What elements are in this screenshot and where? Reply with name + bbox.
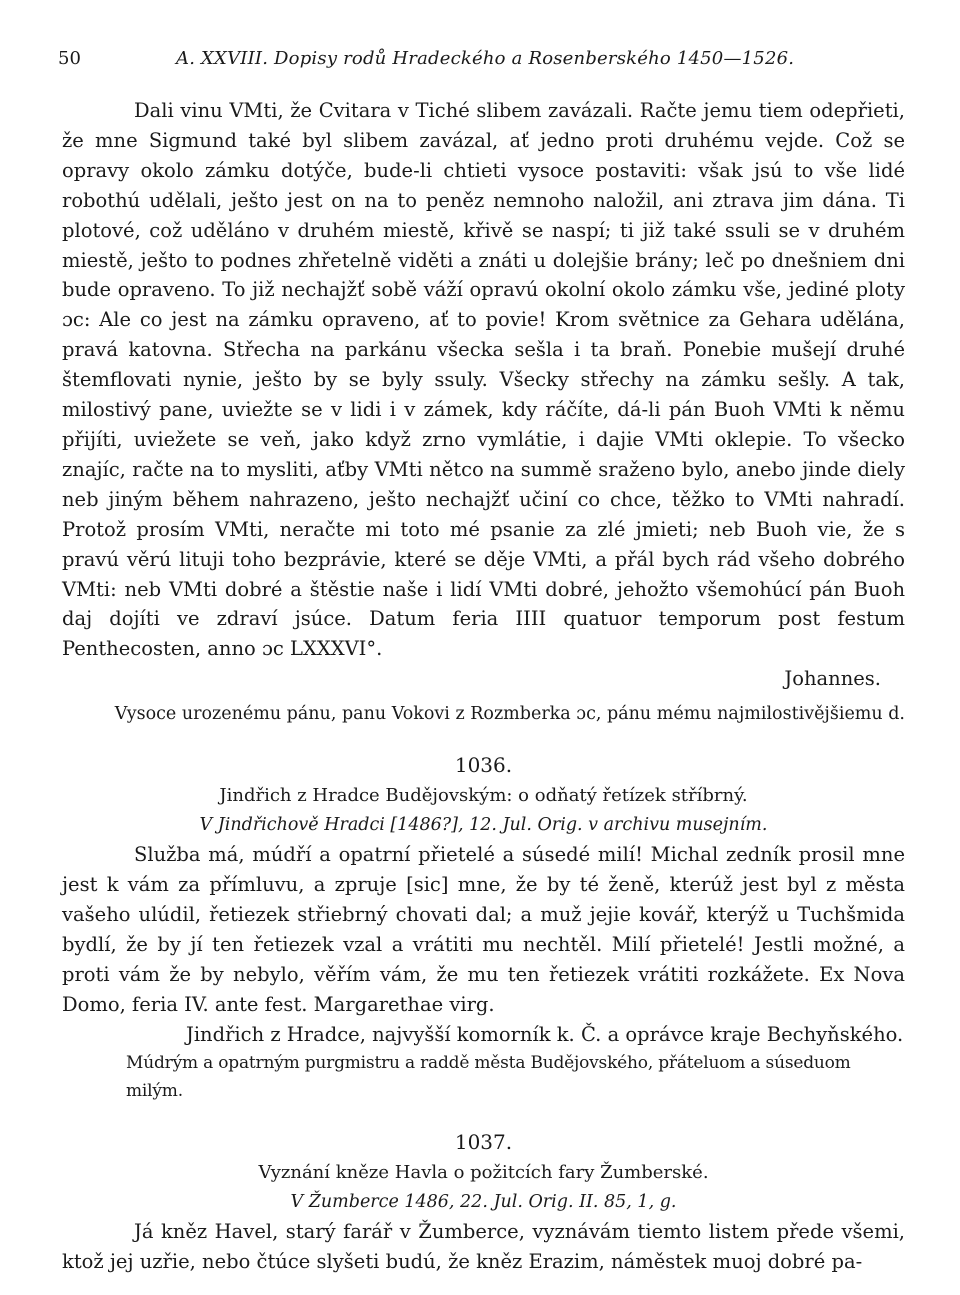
- letter-1036-source: V Jindřichově Hradci [1486?], 12. Jul. Orig. v archivu musejním.: [199, 815, 768, 836]
- letter-1035-signature: Johannes.: [784, 667, 881, 691]
- letter-1036-paragraph: Služba má, múdří a opatrní přietelé a súsedé milí! Michal zedník prosil mne jest k vám za přímluvu, a zpruje [sic] mne, že by té ženě, kterúž jest byl z města vašeho ulúdil, řetiezek střiebrný chovati dal; a muž jejie kovář, kterýž u Tuchšmida bydlí, že by jí ten řetiezek vzal a vrátiti mu nechtěl. Milí přietelé! Jestli možné, a proti vám že by nebylo, věřím vám, že mu ten řetiezek vrátiti rozkážete. Ex Nova Domo, feria IV. ante fest. Margarethae virg.: [62, 843, 905, 1016]
- page-body: [62, 96, 905, 1277]
- page-number: 50: [58, 48, 81, 69]
- page-header: [58, 48, 902, 78]
- letter-1037-source: V Žumberce 1486, 22. Jul. Orig. II. 85, 1, g.: [290, 1192, 677, 1213]
- running-title: A. XXVIII. Dopisy rodů Hradeckého a Rosenberského 1450—1526.: [176, 48, 795, 69]
- letter-1036-number: 1036.: [454, 753, 513, 778]
- letter-1037-title: Vyznání kněze Havla o požitcích fary Žumberské.: [258, 1162, 709, 1184]
- letter-1036-address: Múdrým a opatrným purgmistru a raddě města Budějovského, přáteluom a súseduom milým.: [126, 1053, 851, 1102]
- letter-1036-signature: Jindřich z Hradce, najvyšší komorník k. Č. a oprávce kraje Bechyňského.: [186, 1022, 904, 1046]
- letter-1035-paragraph: Dali vinu VMti, že Cvitara v Tiché slibem zavázali. Račte jemu tiem odepřieti, že mne Sigmund také byl slibem zavázal, ať jedno proti druhému vejde. Což se opravy okolo zámku dotýče, bude-li chtieti vysoce postaviti: však jsú to vše lidé robothú udělali, ješto jest on na to peněz nemnoho naložil, ani ztrava jim dána. Ti plotové, což uděláno v druhém miestě, křivě se naspí; ti již také ssuli se v druhém miestě, ješto to podnes zhřetelně viděti a znáti u dolejšie brány; leč po dnešniem dni bude opraveno. To již nechajžť sobě váží opravú okolní okolo zámku vše, jediné ploty ɔc: Ale co jest na zámku opraveno, ať to povie! Krom světnice za Gehara udělána, pravá katovna. Střecha na parkánu všecka sešla i ta braň. Ponebie mušejí druhé štemflovati nynie, ješto by se byly ssuly. Všecky střechy na zámku sešly. A tak, milostivý pane, uviežte se v lidi i v zámek, kdy ráčíte, dá-li pán Buoh VMti k němu přijíti, uviežete se veň, jako když zrno vymlátie, i dajie VMti oklepie. To všecko znajíc, račte na to mysliti, aťby VMti nětco na summě sraženo bylo, anebo jinde diely neb jiným během nahrazeno, ješto nechajžť učiní co chce, těžko to VMti nahradí. Protož prosím VMti, neračte mi toto mé psanie za zlé jmieti; neb Buoh vie, že s pravú věrú lituji toho bezprávie, které se děje VMti, a přál bych rád všeho dobrého VMti: neb VMti dobré a štěstie naše i lidí VMti dobré, jehožto všemohúcí pán Buoh daj dojíti ve zdraví jsúce. Datum feria IIII quatuor temporum post festum Penthecosten, anno ɔc LXXXVI°.: [62, 99, 905, 661]
- letter-1035-address: Vysoce urozenému pánu, panu Vokovi z Rozmberka ɔc, pánu mému najmilostivějšiemu d.: [114, 704, 905, 725]
- letter-1037-paragraph: Já kněz Havel, starý farář v Žumberce, vyznávám tiemto listem přede všemi, ktož jej uzřie, nebo čtúce slyšeti budú, že kněz Erazim, náměstek muoj dobré pa-: [62, 1220, 905, 1274]
- letter-1036-title: Jindřich z Hradce Budějovským: o odňatý řetízek stříbrný.: [219, 785, 748, 807]
- letter-1037-number: 1037.: [454, 1130, 513, 1155]
